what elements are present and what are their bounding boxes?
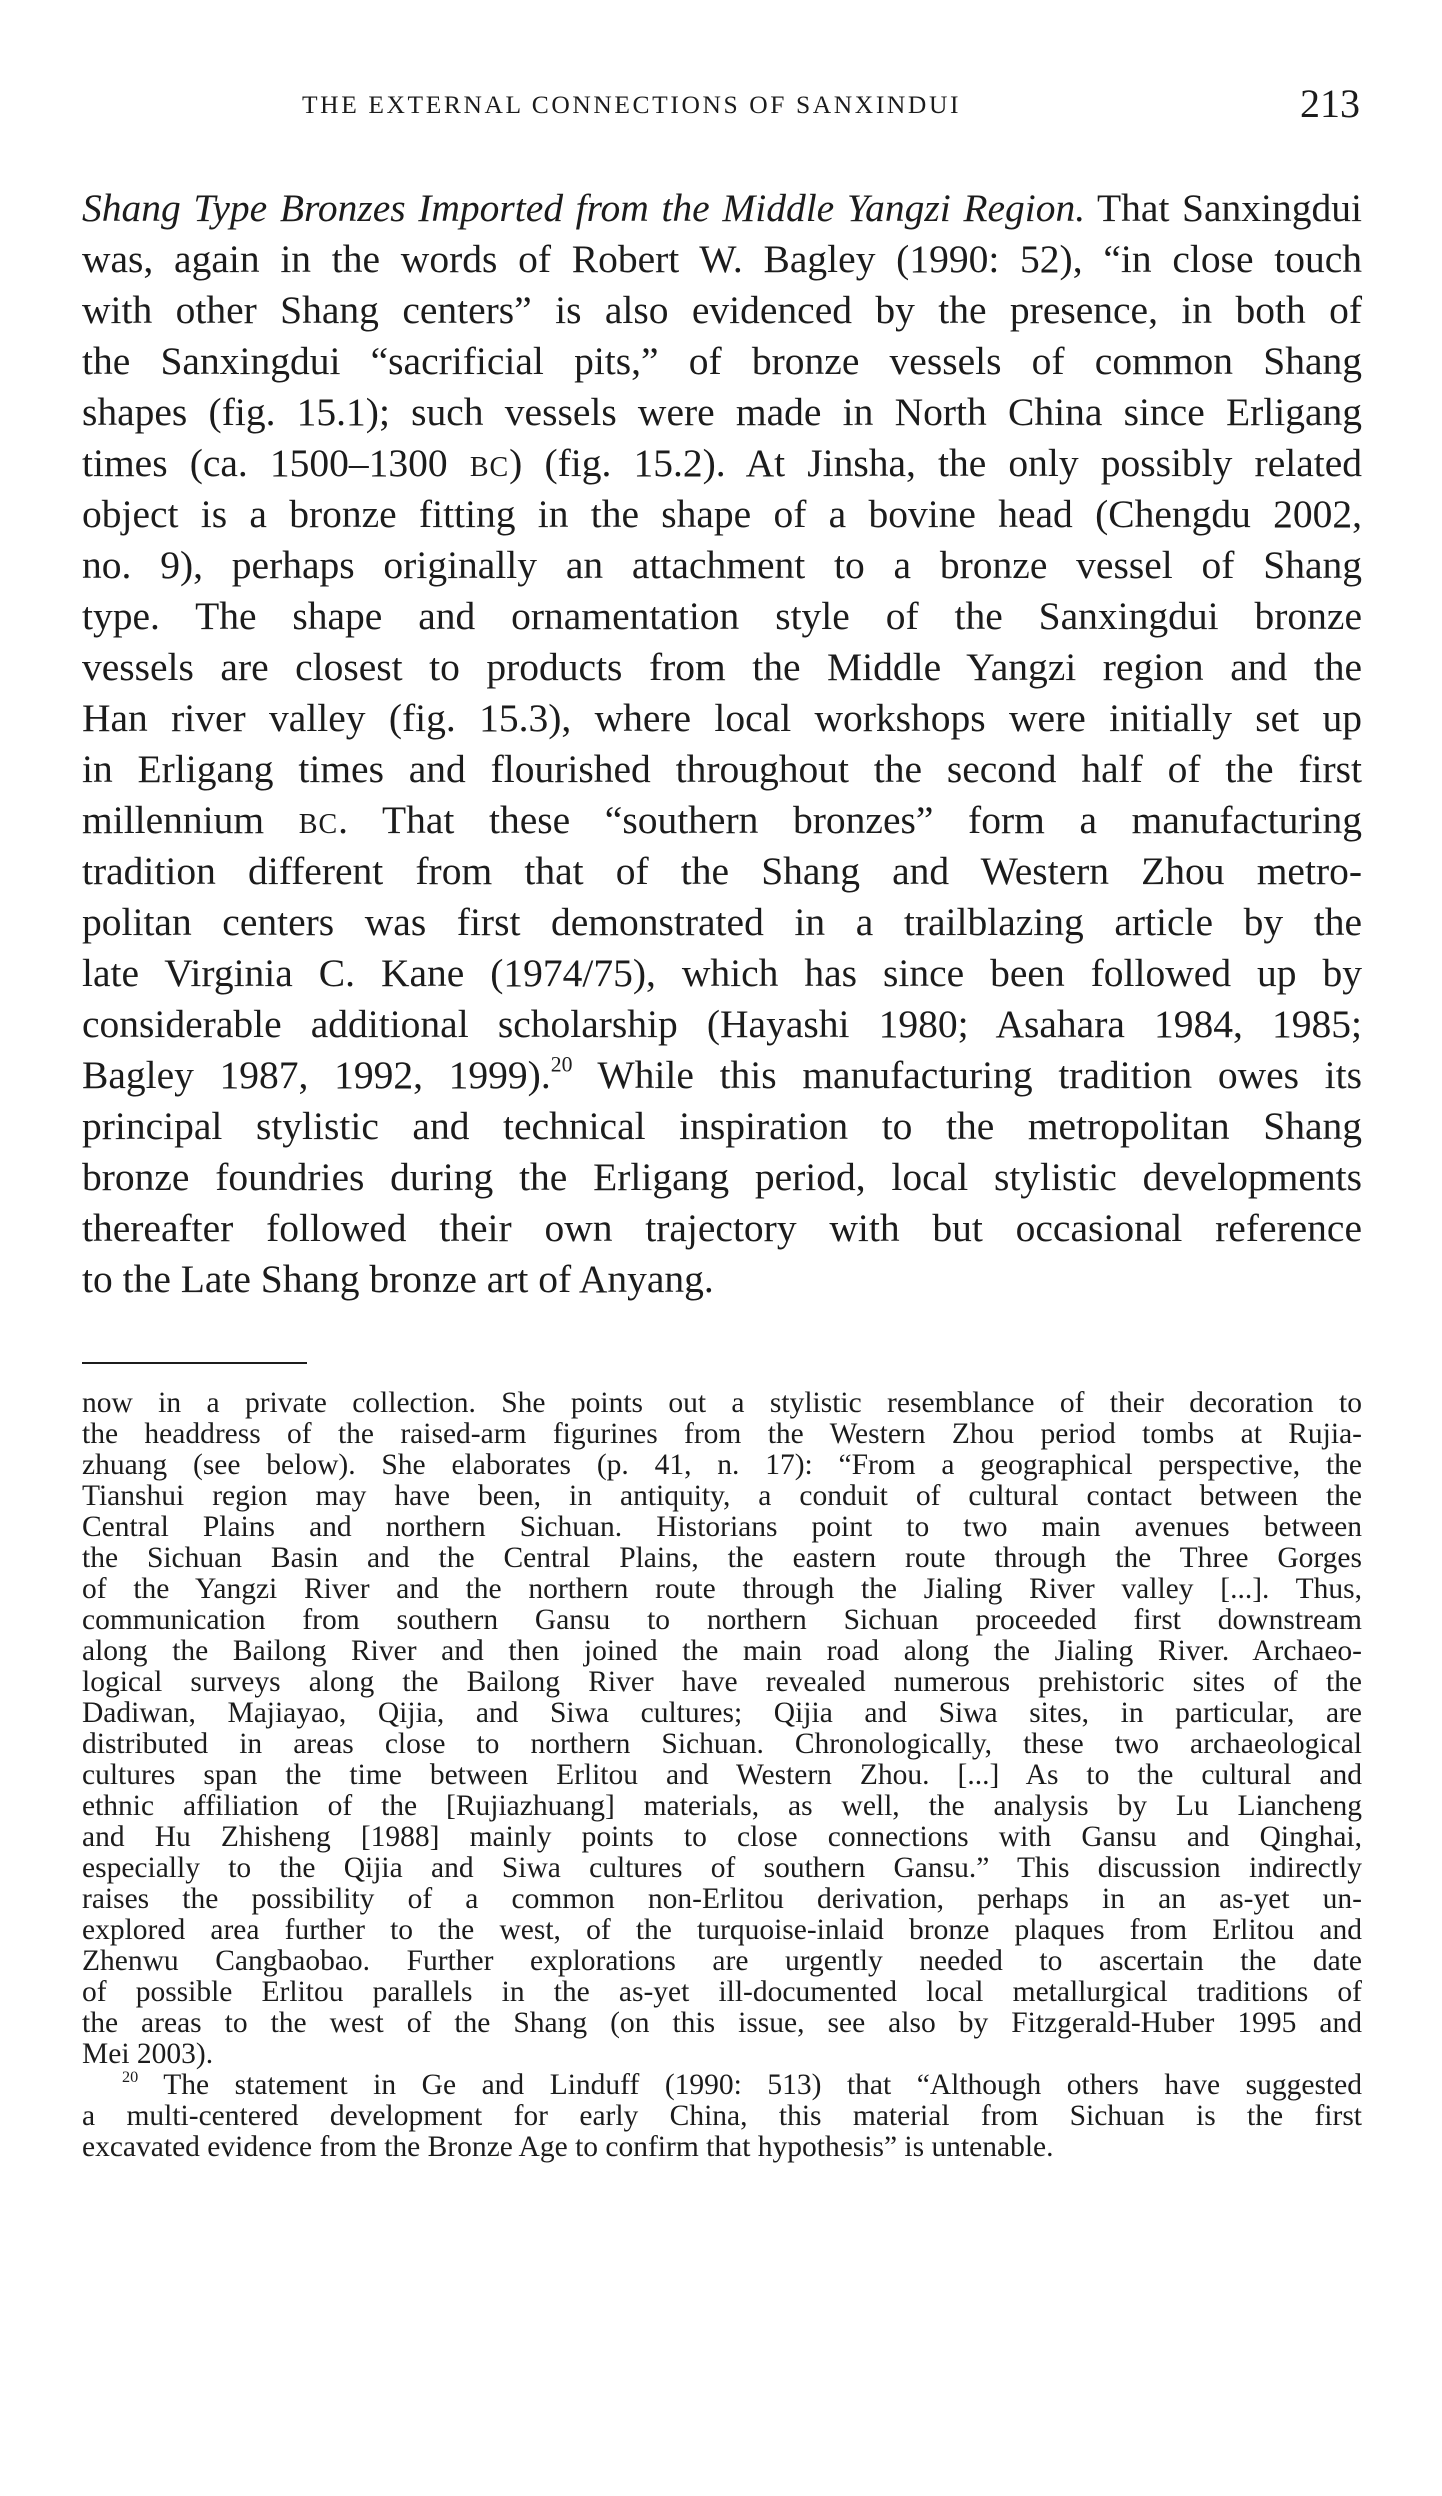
text-line: Han river valley (fig. 15.3), where local workshops were initially set up bbox=[82, 696, 1362, 740]
text-line: considerable additional scholarship (Hayashi 1980; Asahara 1984, 1985; bbox=[82, 1002, 1362, 1046]
footnote-line: logical surveys along the Bailong River have revealed numerous prehistoric sites of the bbox=[82, 1666, 1362, 1698]
text-line: times (ca. 1500–1300 bc) (fig. 15.2). At Jinsha, the only possibly related bbox=[82, 441, 1362, 485]
footnote-line: especially to the Qijia and Siwa cultures of southern Gansu.” This discussion indirectly bbox=[82, 1852, 1362, 1884]
text-line: late Virginia C. Kane (1974/75), which has since been followed up by bbox=[82, 951, 1362, 995]
text-line: no. 9), perhaps originally an attachment to a bronze vessel of Shang bbox=[82, 543, 1362, 587]
footnote-line: along the Bailong River and then joined the main road along the Jialing River. Archaeo- bbox=[82, 1635, 1362, 1667]
footnote-line: of possible Erlitou parallels in the as-yet ill-documented local metallurgical traditions of bbox=[82, 1976, 1362, 2008]
text-line: tradition different from that of the Shang and Western Zhou metro- bbox=[82, 849, 1362, 893]
footnote-number: 20 bbox=[122, 2067, 139, 2086]
footnote-line: excavated evidence from the Bronze Age to confirm that hypothesis” is untenable. bbox=[82, 2131, 1054, 2163]
footnote-line: the Sichuan Basin and the Central Plains, the eastern route through the Three Gorges bbox=[82, 1542, 1362, 1574]
text-line: bronze foundries during the Erligang period, local stylistic developments bbox=[82, 1155, 1362, 1199]
footnote-line: and Hu Zhisheng [1988] mainly points to close connections with Gansu and Qinghai, bbox=[82, 1821, 1362, 1853]
footnote-line: ethnic affiliation of the [Rujiazhuang] materials, as well, the analysis by Lu Liancheng bbox=[82, 1790, 1362, 1822]
footnote-line: of the Yangzi River and the northern route through the Jialing River valley [...]. Thus, bbox=[82, 1573, 1362, 1605]
text-line: object is a bronze fitting in the shape of a bovine head (Chengdu 2002, bbox=[82, 492, 1362, 536]
footnote-line: a multi-centered development for early China, this material from Sichuan is the first bbox=[82, 2100, 1362, 2132]
text-line: politan centers was first demonstrated in a trailblazing article by the bbox=[82, 900, 1362, 944]
footnote-line: Central Plains and northern Sichuan. Historians point to two main avenues between bbox=[82, 1511, 1362, 1543]
running-head bbox=[82, 78, 1360, 128]
footnote-line: cultures span the time between Erlitou and Western Zhou. [...] As to the cultural and bbox=[82, 1759, 1362, 1791]
footnote-line: the areas to the west of the Shang (on this issue, see also by Fitzgerald-Huber 1995 and bbox=[82, 2007, 1362, 2039]
text-line: the Sanxingdui “sacrificial pits,” of bronze vessels of common Shang bbox=[82, 339, 1362, 383]
section-heading: Shang Type Bronzes Imported from the Middle Yangzi Region. bbox=[82, 186, 1086, 230]
text-line: with other Shang centers” is also evidenced by the presence, in both of bbox=[82, 288, 1362, 332]
footnote-line: now in a private collection. She points out a stylistic resemblance of their decoration to bbox=[82, 1387, 1362, 1419]
footnote-line: explored area further to the west, of the turquoise-inlaid bronze plaques from Erlitou and bbox=[82, 1914, 1362, 1946]
footnote-line: Mei 2003). bbox=[82, 2038, 214, 2070]
footnote-separator bbox=[82, 1362, 307, 1364]
footnote-line: zhuang (see below). She elaborates (p. 41, n. 17): “From a geographical perspective, the bbox=[82, 1449, 1362, 1481]
text-line: vessels are closest to products from the Middle Yangzi region and the bbox=[82, 645, 1362, 689]
footnote-line: the headdress of the raised-arm figurines from the Western Zhou period tombs at Rujia- bbox=[82, 1418, 1362, 1450]
text-line: Shang Type Bronzes Imported from the Middle Yangzi Region. That Sanxingdui bbox=[82, 186, 1362, 230]
footnote-line: distributed in areas close to northern Sichuan. Chronologically, these two archaeological bbox=[82, 1728, 1362, 1760]
main-text bbox=[82, 183, 1362, 1305]
footnote-line: raises the possibility of a common non-Erlitou derivation, perhaps in an as-yet un- bbox=[82, 1883, 1362, 1915]
era-abbreviation: bc bbox=[469, 441, 510, 485]
footnote-marker[interactable]: 20 bbox=[550, 1052, 573, 1077]
footnote-line: communication from southern Gansu to northern Sichuan proceeded first downstream bbox=[82, 1604, 1362, 1636]
text-line: to the Late Shang bronze art of Anyang. bbox=[82, 1257, 714, 1301]
footnote-line: Dadiwan, Majiayao, Qijia, and Siwa cultures; Qijia and Siwa sites, in particular, are bbox=[82, 1697, 1362, 1729]
text-line: millennium bc. That these “southern bronzes” form a manufacturing bbox=[82, 798, 1362, 842]
text-line: type. The shape and ornamentation style of the Sanxingdui bronze bbox=[82, 594, 1362, 638]
text-line: principal stylistic and technical inspiration to the metropolitan Shang bbox=[82, 1104, 1362, 1148]
footnotes bbox=[82, 1388, 1362, 2163]
text-line: Bagley 1987, 1992, 1999).$^{20}$ While this manufacturing tradition owes its bbox=[82, 1052, 1363, 1097]
footnote-line: Tianshui region may have been, in antiquity, a conduit of cultural contact between the bbox=[82, 1480, 1362, 1512]
text-line: shapes (fig. 15.1); such vessels were made in North China since Erligang bbox=[82, 390, 1362, 434]
footnote-20-line: $^{20}$ The statement in Ge and Linduff (1990: 513) that “Although others have suggested bbox=[122, 2067, 1362, 2101]
text-line: thereafter followed their own trajectory with but occasional reference bbox=[82, 1206, 1362, 1250]
page-number: 213 bbox=[1300, 81, 1360, 126]
running-title: THE EXTERNAL CONNECTIONS OF SANXINDUI bbox=[302, 90, 962, 119]
text-line: was, again in the words of Robert W. Bagley (1990: 52), “in close touch bbox=[82, 237, 1362, 281]
text-line: in Erligang times and flourished throughout the second half of the first bbox=[82, 747, 1362, 791]
footnote-line: Zhenwu Cangbaobao. Further explorations are urgently needed to ascertain the date bbox=[82, 1945, 1362, 1977]
era-abbreviation: bc bbox=[298, 798, 339, 842]
